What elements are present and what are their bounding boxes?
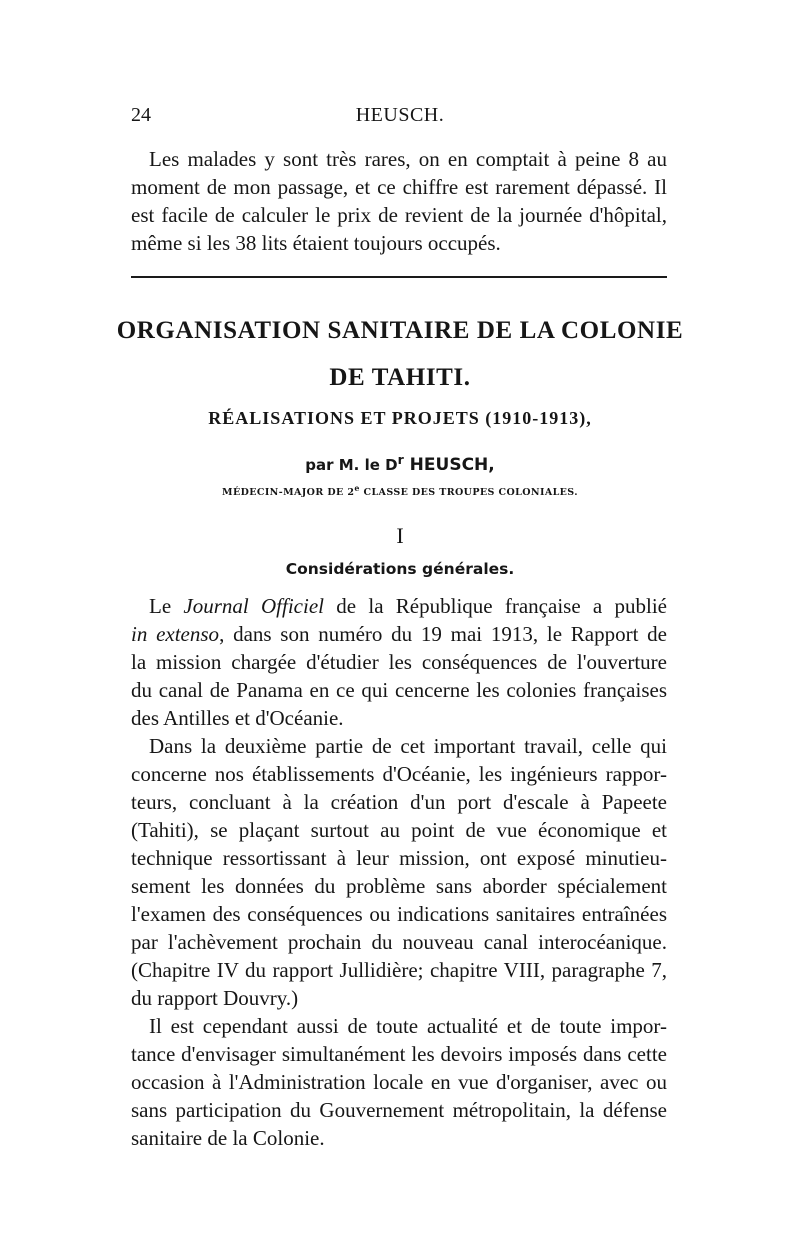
rank-suffix: CLASSE DES TROUPES COLONIALES. [359, 487, 578, 499]
rank-prefix: MÉDECIN-MAJOR DE 2 [222, 487, 355, 499]
section-divider [131, 276, 667, 278]
byline-prefix: par M. le D [305, 456, 398, 474]
paragraph-3-line: sans participation du Gouvernement métropolitain, la défense [131, 1098, 667, 1122]
running-title: HEUSCH. [355, 104, 445, 126]
paragraph-1-line: des Antilles et d'Océanie. [131, 706, 344, 730]
intro-line: même si les 38 lits étaient toujours occupés. [131, 231, 501, 255]
paragraph-3-line: occasion à l'Administration locale en vue d'organiser, avec ou [131, 1070, 667, 1094]
article-byline [0, 452, 800, 475]
paragraph-2-line: sement les données du problème sans aborder spécialement [131, 874, 667, 898]
author-rank [0, 484, 800, 498]
paragraph-2-line: technique ressortissant à leur mission, ont exposé minutieu- [131, 846, 667, 870]
text-run: Le [149, 594, 184, 618]
paragraph-2-line: teurs, concluant à la création d'un port d'escale à Papeete [131, 790, 667, 814]
paragraph-3-line: Il est cependant aussi de toute actualité et de toute impor- [149, 1014, 667, 1038]
intro-line: Les malades y sont très rares, on en comptait à peine 8 au [149, 147, 667, 171]
paragraph-3-line: sanitaire de la Colonie. [131, 1126, 325, 1150]
text-run: , dans son numéro du 19 mai 1913, le Rapport de [219, 622, 667, 646]
intro-line: moment de mon passage, et ce chiffre est rarement dépassé. Il [131, 175, 667, 199]
in-extenso: in extenso [131, 622, 220, 646]
rank-superscript: e [354, 484, 360, 493]
article-title-line-1: ORGANISATION SANITAIRE DE LA COLONIE [116, 317, 684, 344]
intro-line: est facile de calculer le prix de revient de la journée d'hôpital, [131, 203, 667, 227]
paragraph-2-line: du rapport Douvry.) [131, 986, 299, 1010]
paragraph-1-line: la mission chargée d'étudier les conséquences de l'ouverture [131, 650, 667, 674]
article-subtitle: RÉALISATIONS ET PROJETS (1910-1913), [208, 408, 592, 428]
paragraph-2-line: concerne nos établissements d'Océanie, les ingénieurs rappor- [131, 762, 667, 786]
paragraph-3-line: tance d'envisager simultanément les devoirs imposés dans cette [131, 1042, 667, 1066]
paragraph-2-line: (Tahiti), se plaçant surtout au point de vue économique et [131, 818, 667, 842]
text-run: de la République française a publié [324, 594, 667, 618]
byline-author: HEUSCH, [403, 455, 495, 475]
article-title-line-2: DE TAHITI. [329, 364, 471, 391]
paragraph-1-line [149, 592, 667, 620]
section-title: Considérations générales. [285, 560, 515, 578]
section-number: I [396, 523, 404, 548]
paragraph-2-line: l'examen des conséquences ou indications sanitaires entraînées [131, 902, 667, 926]
page-number: 24 [131, 104, 151, 126]
paragraph-2-line: Dans la deuxième partie de cet important travail, celle qui [149, 734, 667, 758]
paragraph-1-line: du canal de Panama en ce qui cencerne les colonies françaises [131, 678, 667, 702]
paragraph-2-line: (Chapitre IV du rapport Jullidière; chapitre VIII, paragraphe 7, [131, 958, 667, 982]
byline-superscript: r [397, 452, 404, 467]
journal-name: Journal Officiel [183, 594, 324, 618]
paragraph-2-line: par l'achèvement prochain du nouveau canal interocéanique. [131, 930, 667, 954]
paragraph-1-line [131, 620, 667, 648]
running-head [0, 104, 800, 134]
